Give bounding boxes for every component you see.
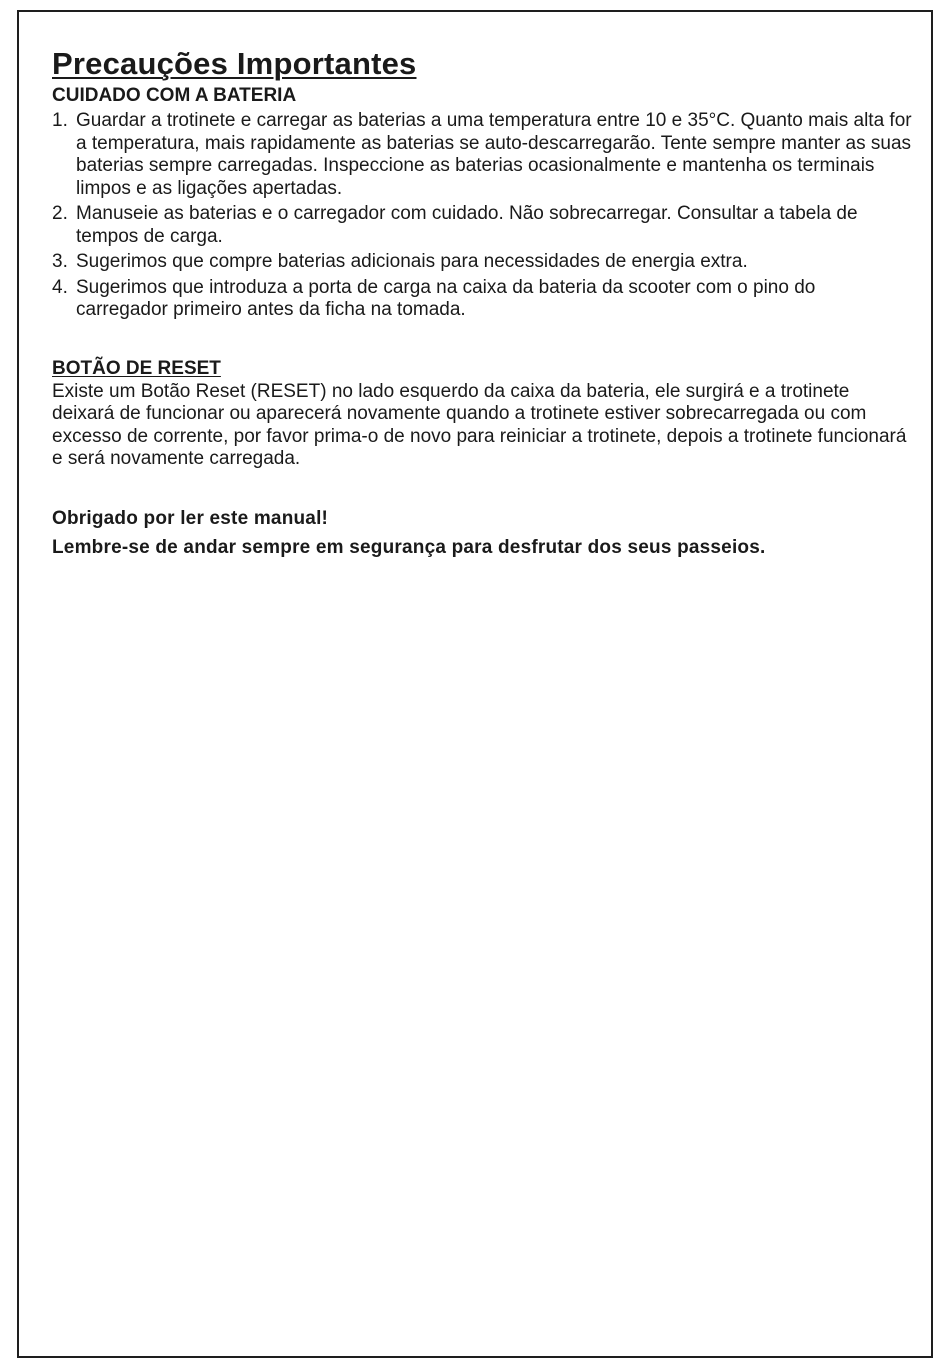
list-item-text: Sugerimos que introduza a porta de carga na caixa da bateria da scooter com o pino do carregador primeiro antes da ficha na tomada. bbox=[76, 276, 816, 320]
list-item-text: Sugerimos que compre baterias adicionais para necessidades de energia extra. bbox=[76, 251, 748, 272]
list-item-number: 2. bbox=[52, 203, 68, 224]
page-title: Precauções Importantes bbox=[52, 46, 417, 81]
page-content bbox=[52, 44, 912, 562]
reset-section-body: Existe um Botão Reset (RESET) no lado esquerdo da caixa da bateria, ele surgirá e a trotinete deixará de funcionar ou aparecerá novamente quando a trotinete estiver sobrecarregada ou com excesso de corrente, por favor prima-o de novo para reiniciar a trotinete, depois a trotinete funcionará e será novamente carregada. bbox=[52, 380, 907, 469]
list-item-text: Manuseie as baterias e o carregador com cuidado. Não sobrecarregar. Consultar a tabela de tempos de carga. bbox=[76, 203, 858, 247]
reset-section-heading: BOTÃO DE RESET bbox=[52, 357, 221, 379]
list-item bbox=[52, 203, 912, 248]
list-item bbox=[52, 251, 912, 274]
list-item-number: 4. bbox=[52, 276, 68, 298]
battery-section-heading: CUIDADO COM A BATERIA bbox=[52, 85, 297, 106]
list-item bbox=[52, 110, 912, 200]
battery-precautions-list bbox=[52, 110, 912, 322]
spacer bbox=[52, 325, 912, 357]
list-item-text: Guardar a trotinete e carregar as baterias a uma temperatura entre 10 e 35°C. Quanto mais alta for a temperatura, mais rapidamente as baterias se auto-descarregarão. Tente sempre manter as suas baterias sempre carregadas. Inspeccione as baterias ocasionalmente e mantenha os terminais limpos e as ligações apertadas. bbox=[76, 110, 912, 199]
spacer bbox=[52, 471, 912, 504]
closing-thanks: Obrigado por ler este manual! bbox=[52, 507, 329, 529]
list-item bbox=[52, 277, 912, 322]
closing-safety-reminder: Lembre-se de andar sempre em segurança para desfrutar dos seus passeios. bbox=[52, 536, 766, 558]
list-item-number: 1. bbox=[52, 110, 68, 131]
list-item-number: 3. bbox=[52, 251, 68, 272]
